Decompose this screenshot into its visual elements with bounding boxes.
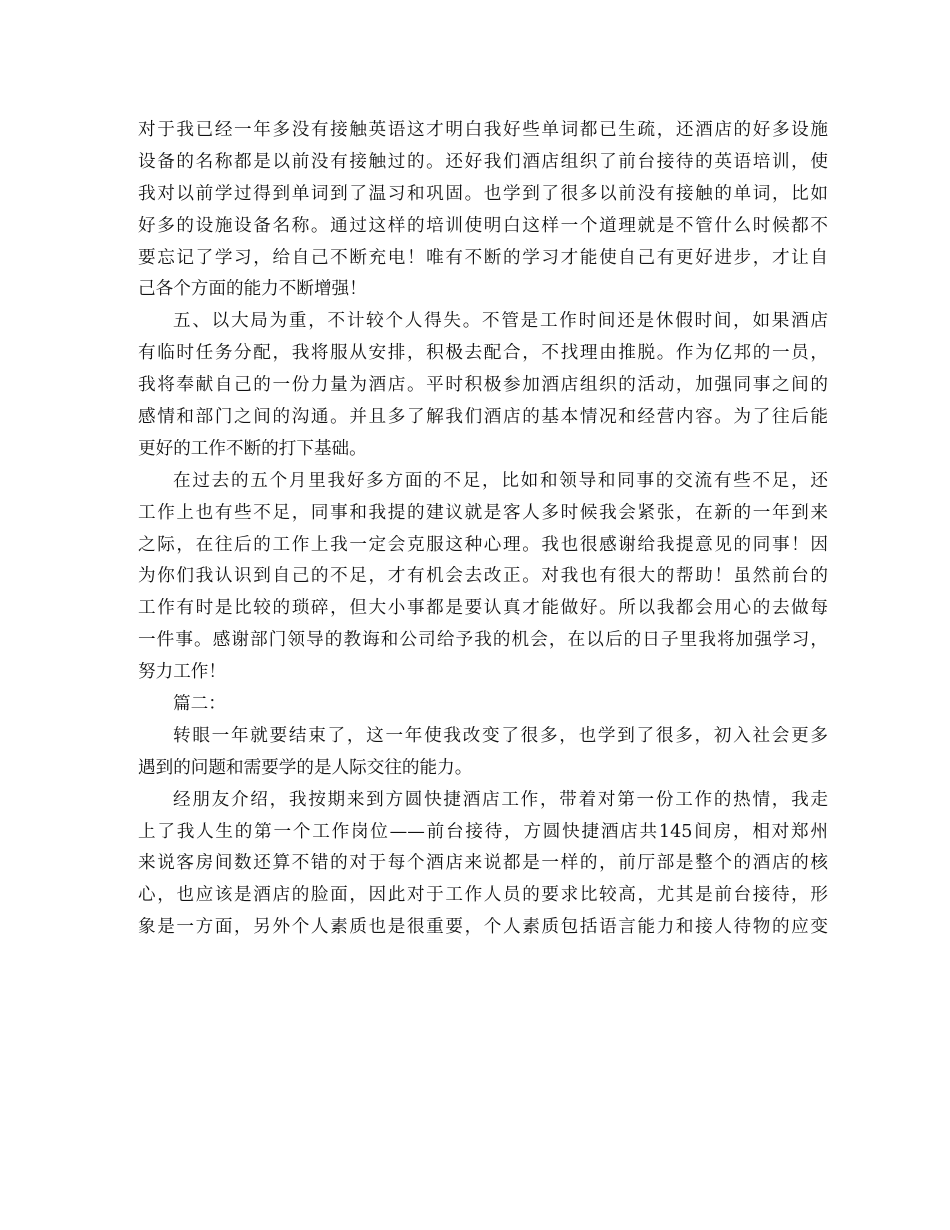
text-line: 来说客房间数还算不错的对于每个酒店来说都是一样的，前厅部是整个的酒店的核	[138, 853, 828, 874]
text-line: 为你们我认识到自己的不足，才有机会去改正。对我也有很大的帮助！虽然前台的	[138, 566, 828, 587]
text-line: 对于我已经一年多没有接触英语这才明白我好些单词都已生疏，还酒店的好多设施	[138, 120, 828, 140]
text-line: 遇到的问题和需要学的是人际交往的能力。	[138, 757, 473, 778]
text-line: 工作有时是比较的琐碎，但大小事都是要认真才能做好。所以我都会用心的去做每	[138, 598, 828, 619]
paragraph-start-line: 经朋友介绍，我按期来到方圆快捷酒店工作，带着对第一份工作的热情，我走	[173, 789, 828, 810]
text-line: 更好的工作不断的打下基础。	[138, 438, 367, 459]
paragraph-start-line: 五、以大局为重，不计较个人得失。不管是工作时间还是休假时间，如果酒店	[173, 311, 828, 332]
text-line: 我将奉献自己的一份力量为酒店。平时积极参加酒店组织的活动，加强同事之间的	[138, 375, 828, 396]
text-line: 好多的设施设备名称。通过这样的培训使明白这样一个道理就是不管什么时候都不	[138, 215, 828, 236]
text-line: 一件事。感谢部门领导的教诲和公司给予我的机会，在以后的日子里我将加强学习，	[138, 630, 828, 651]
text-line: 象是一方面，另外个人素质也是很重要，个人素质包括语言能力和接人待物的应变	[138, 917, 828, 938]
section-heading: 篇二：	[173, 694, 226, 715]
text-line: 工作上也有些不足，同事和我提的建议就是客人多时候我会紧张，在新的一年到来	[138, 502, 828, 523]
text-line: 心，也应该是酒店的脸面，因此对于工作人员的要求比较高，尤其是前台接待，形	[138, 885, 828, 906]
text-line: 设备的名称都是以前没有接触过的。还好我们酒店组织了前台接待的英语培训，使	[138, 151, 828, 172]
paragraph-start-line: 转眼一年就要结束了，这一年使我改变了很多，也学到了很多，初入社会更多	[173, 725, 828, 746]
text-line: 感情和部门之间的沟通。并且多了解我们酒店的基本情况和经营内容。为了往后能	[138, 407, 828, 428]
text-line: 我对以前学过得到单词到了温习和巩固。也学到了很多以前没有接触的单词，比如	[138, 183, 828, 204]
text-line: 上了我人生的第一个工作岗位——前台接待，方圆快捷酒店共145间房，相对郑州	[138, 821, 828, 842]
text-line: 要忘记了学习，给自己不断充电！唯有不断的学习才能使自己有更好进步，才让自	[138, 247, 828, 268]
paragraph-start-line: 在过去的五个月里我好多方面的不足，比如和领导和同事的交流有些不足，还	[173, 470, 828, 491]
document-body	[138, 115, 828, 944]
text-line: 之际，在往后的工作上我一定会克服这种心理。我也很感谢给我提意见的同事！因	[138, 534, 828, 555]
text-line: 己各个方面的能力不断增强！	[138, 279, 367, 300]
text-line: 努力工作！	[138, 662, 226, 683]
text-line: 有临时任务分配，我将服从安排，积极去配合，不找理由推脱。作为亿邦的一员，	[138, 343, 828, 364]
